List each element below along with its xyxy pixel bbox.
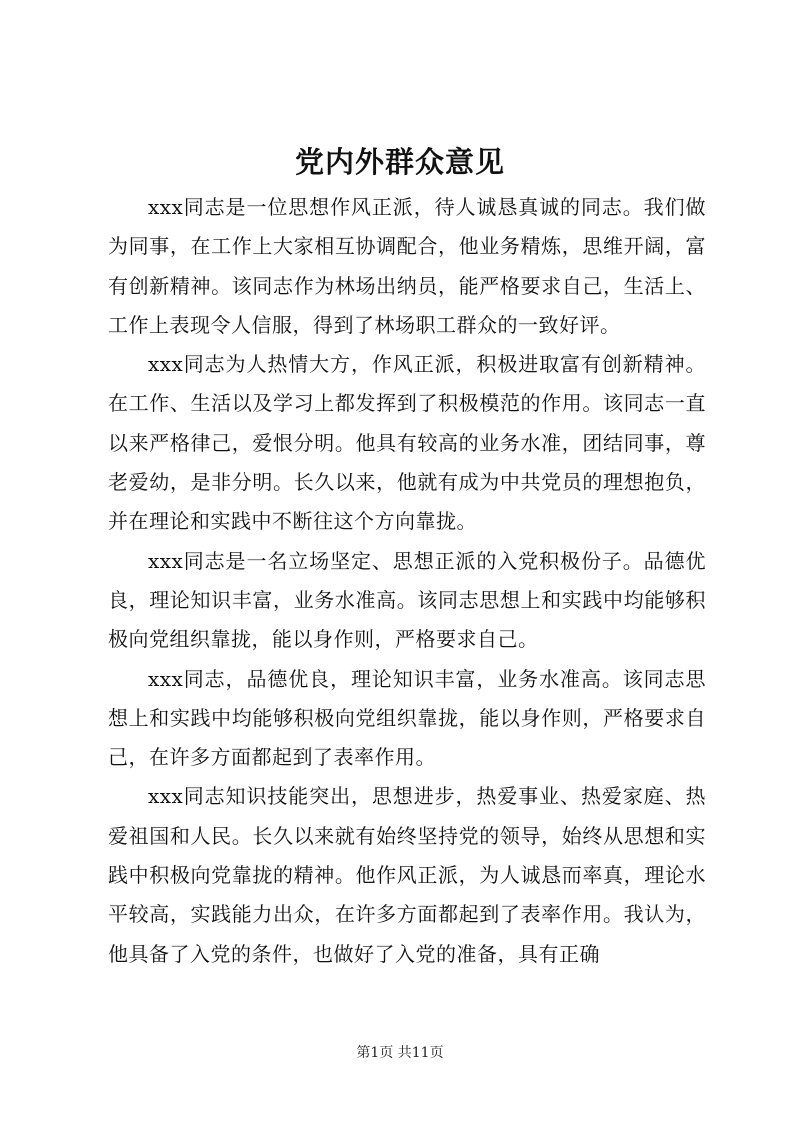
document-title: 党内外群众意见 (294, 145, 505, 179)
paragraph: xxx同志是一名立场坚定、思想正派的入党积极份子。品德优良，理论知识丰富，业务水准高。该同志思想上和实践中均能够积极向党组织靠拢，能以身作则，严格要求自己。 (108, 548, 706, 652)
paragraph: xxx同志是一位思想作风正派，待人诚恳真诚的同志。我们做为同事，在工作上大家相互协调配合，他业务精炼，思维开阔，富有创新精神。该同志作为林场出纳员，能严格要求自己，生活上、工作上表现令人信服，得到了林场职工群众的一致好评。 (108, 195, 706, 337)
document-body (108, 188, 706, 974)
paragraph: xxx同志知识技能突出，思想进步，热爱事业、热爱家庭、热爱祖国和人民。长久以来就有始终坚持党的领导，始终从思想和实践中积极向党靠拢的精神。他作风正派，为人诚恳而率真，理论水平较高，实践能力出众，在许多方面都起到了表率作用。我认为，他具备了入党的条件，也做好了入党的准备，具有正确 (108, 784, 706, 966)
paragraph: xxx同志，品德优良，理论知识丰富，业务水准高。该同志思想上和实践中均能够积极向党组织靠拢，能以身作则，严格要求自己，在许多方面都起到了表率作用。 (108, 666, 706, 770)
paragraph: xxx同志为人热情大方，作风正派，积极进取富有创新精神。在工作、生活以及学习上都发挥到了积极模范的作用。该同志一直以来严格律己，爱恨分明。他具有较高的业务水准，团结同事，尊老爱幼，是非分明。长久以来，他就有成为中共党员的理想抱负，并在理论和实践中不断往这个方向靠拢。 (108, 352, 706, 534)
page-indicator: 第1页 共11页 (356, 1045, 444, 1061)
